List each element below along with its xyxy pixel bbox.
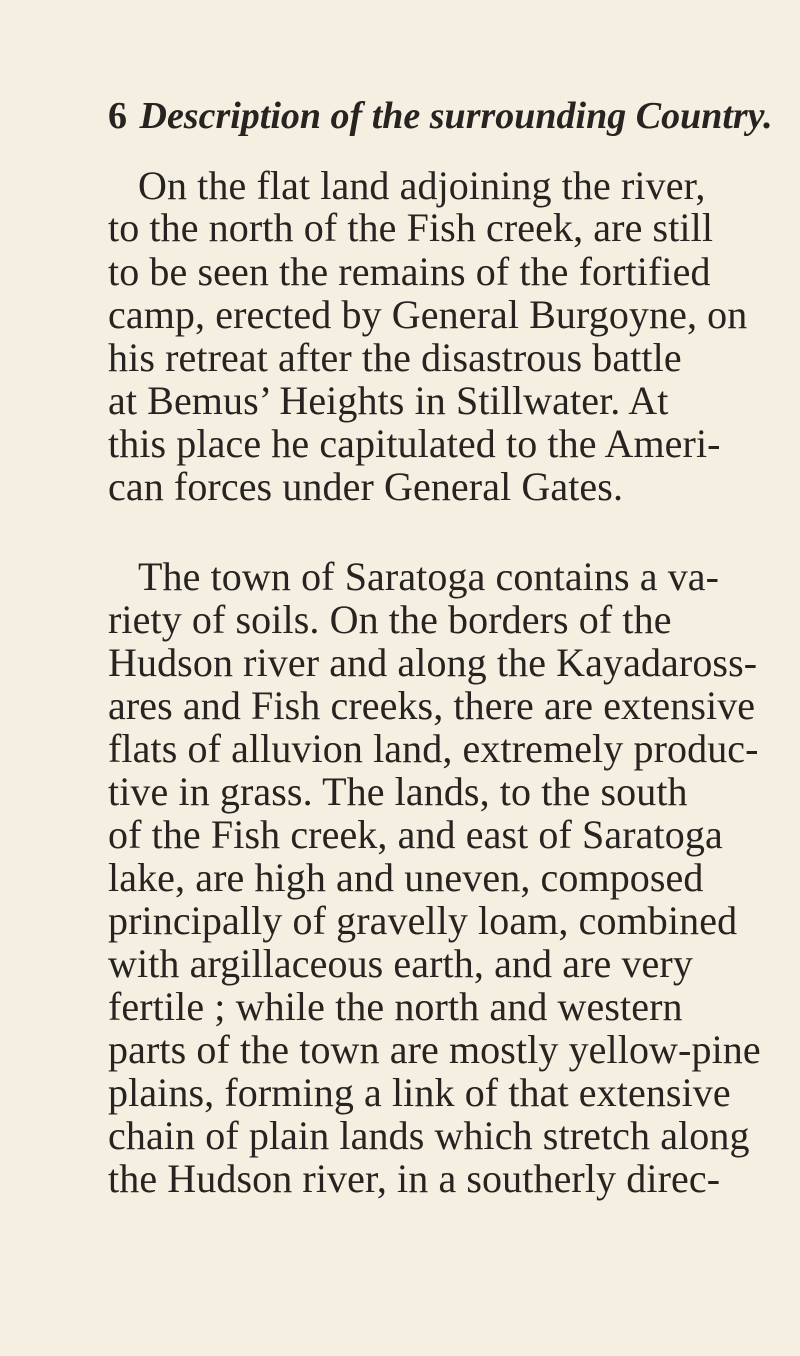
text-line: can forces under General Gates.	[108, 464, 624, 509]
text-line: the Hudson river, in a southerly direc-	[108, 1156, 721, 1201]
text-line: of the Fish creek, and east of Saratoga	[108, 812, 723, 857]
text-line: his retreat after the disastrous battle	[108, 335, 682, 380]
text-line: lake, are high and uneven, composed	[108, 855, 704, 900]
text-line: plains, forming a link of that extensive	[108, 1070, 731, 1115]
text-line: On the flat land adjoining the river,	[138, 163, 706, 208]
text-line: parts of the town are mostly yellow-pine	[108, 1027, 761, 1072]
text-line: Hudson river and along the Kayadaross-	[108, 640, 758, 685]
text-line: this place he capitulated to the Ameri-	[108, 421, 721, 466]
text-line: The town of Saratoga contains a va-	[138, 554, 720, 599]
text-line: flats of alluvion land, extremely produc-	[108, 726, 759, 771]
text-line: ares and Fish creeks, there are extensive	[108, 683, 756, 728]
page-number: 6	[108, 95, 127, 137]
text-line: camp, erected by General Burgoyne, on	[108, 292, 748, 337]
text-line: to the north of the Fish creek, are still	[108, 205, 714, 250]
running-header	[108, 88, 773, 144]
text-line: tive in grass. The lands, to the south	[108, 769, 688, 814]
text-line: riety of soils. On the borders of the	[108, 597, 672, 642]
text-line: to be seen the remains of the fortified	[108, 249, 711, 294]
running-title: Description of the surrounding Country.	[139, 95, 773, 137]
text-line: at Bemus’ Heights in Stillwater. At	[108, 378, 669, 423]
text-line: with argillaceous earth, and are very	[108, 941, 693, 986]
text-line: chain of plain lands which stretch along	[108, 1113, 750, 1158]
text-line: principally of gravelly loam, combined	[108, 898, 738, 943]
text-line: fertile ; while the north and western	[108, 984, 683, 1029]
